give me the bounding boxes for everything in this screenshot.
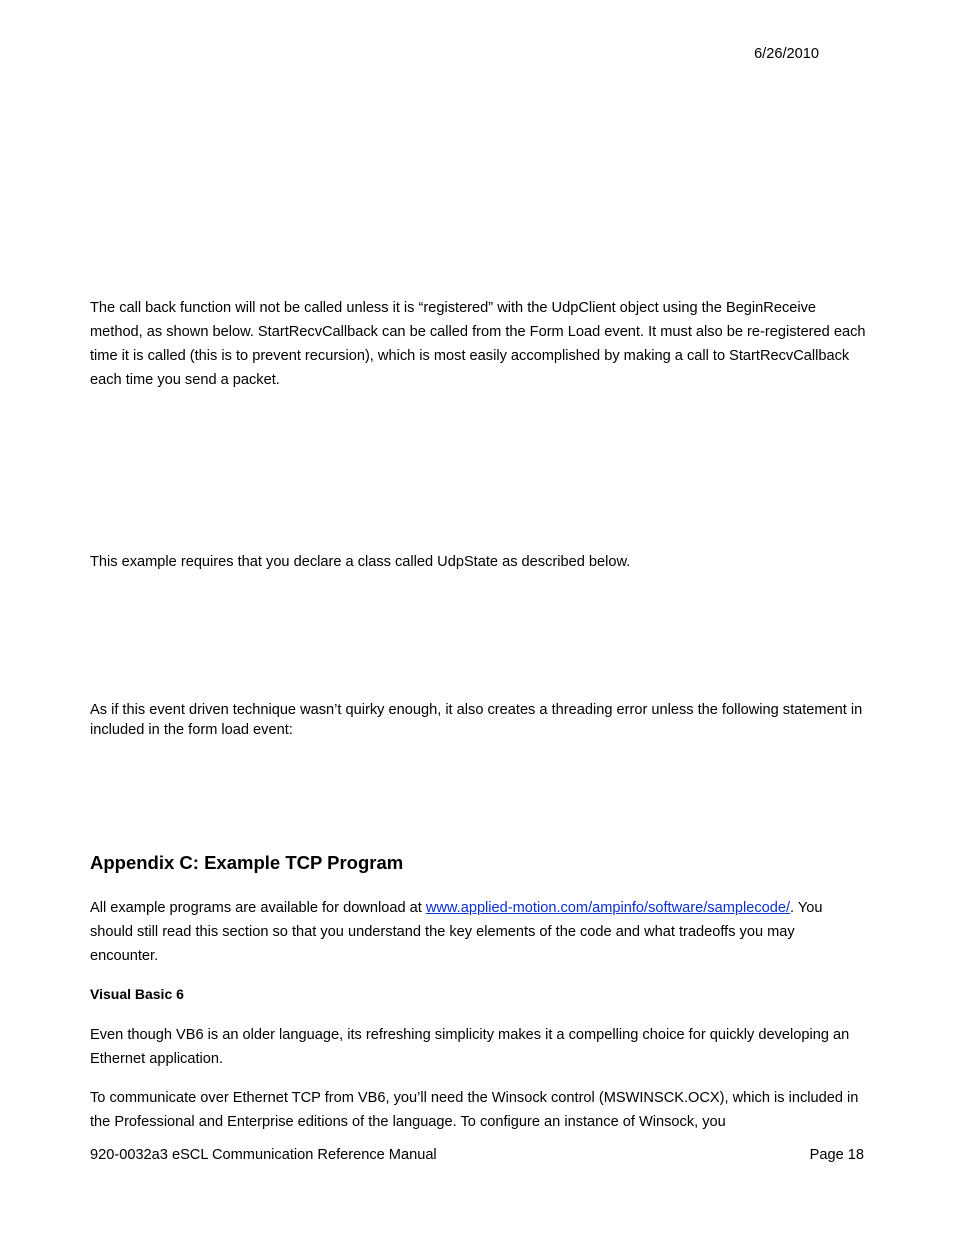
downloads-text-before: All example programs are available for download at [90, 900, 426, 916]
threading-paragraph: As if this event driven technique wasn’t quirky enough, it also creates a threading error unless the following statement in included in the form load event: [90, 702, 863, 738]
header-date: 6/26/2010 [754, 46, 819, 62]
downloads-paragraph [90, 896, 866, 968]
samplecode-link[interactable]: www.applied-motion.com/ampinfo/software/samplecode/ [425, 900, 791, 916]
winsock-paragraph: To communicate over Ethernet TCP from VB6, you’ll need the Winsock control (MSWINSCK.OCX), which is included in the Professional and Enterprise editions of the language. To configure an instance of Winsock, you [90, 1090, 859, 1130]
vb6-heading: Visual Basic 6 [90, 986, 184, 1002]
downloads-text-after: . You should still read this section so that you understand the key elements of the code and what tradeoffs you may encounter. [90, 900, 823, 964]
appendix-heading: Appendix C: Example TCP Program [90, 852, 404, 873]
footer-page-number: Page 18 [809, 1147, 864, 1163]
footer-doc-title: 920-0032a3 eSCL Communication Reference Manual [90, 1147, 437, 1163]
vb6-intro-paragraph: Even though VB6 is an older language, its refreshing simplicity makes it a compelling choice for quickly developing an Ethernet application. [90, 1027, 850, 1067]
udpstate-paragraph: This example requires that you declare a class called UdpState as described below. [90, 554, 631, 570]
callback-paragraph: The call back function will not be called unless it is “registered” with the UdpClient object using the BeginReceive method, as shown below. StartRecvCallback can be called from the Form Load event. It must also be re-registered each time it is called (this is to prevent recursion), which is most easily accomplished by making a call to StartRecvCallback each time you send a packet. [90, 300, 866, 388]
